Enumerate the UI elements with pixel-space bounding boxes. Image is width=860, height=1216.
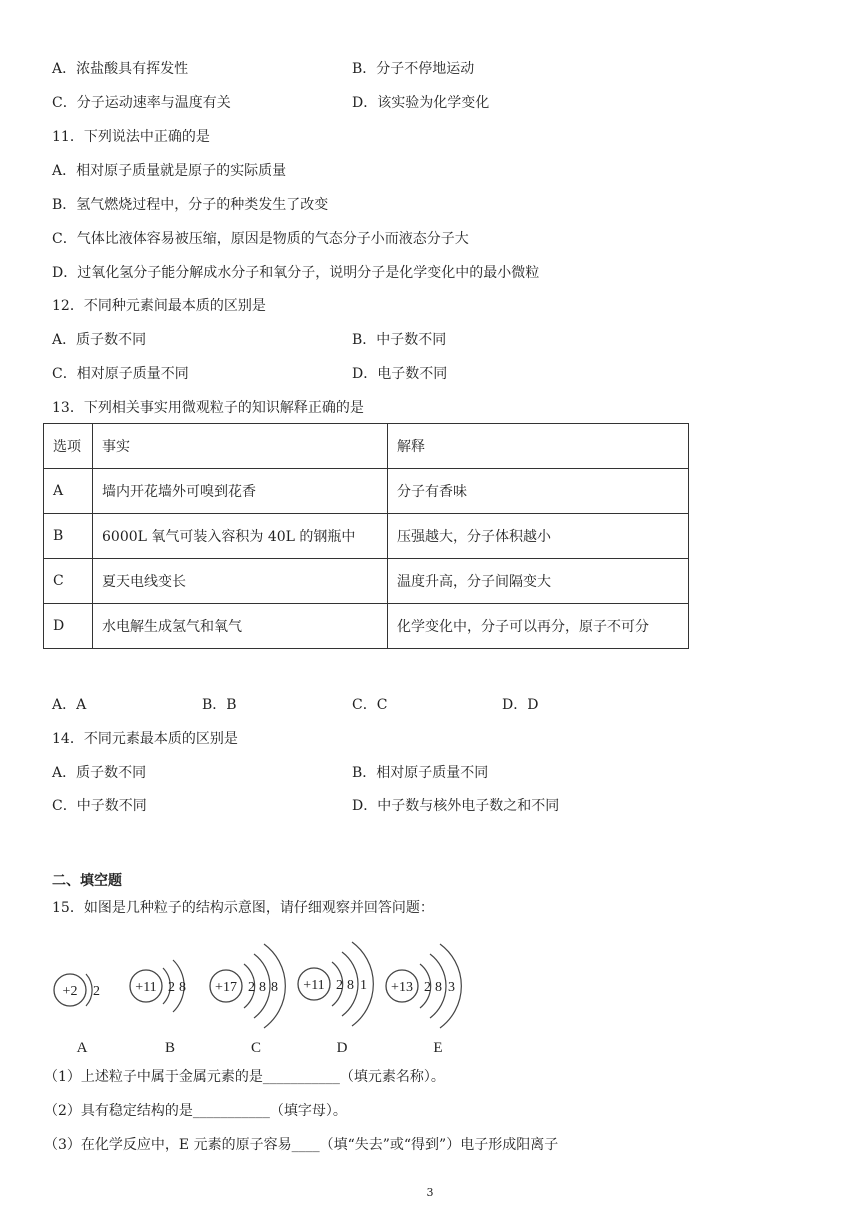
table-cell: 夏天电线变长 [93, 559, 388, 604]
q11-option-d: D．过氧化氢分子能分解成水分子和氧分子，说明分子是化学变化中的最小微粒 [52, 265, 540, 281]
q13-option-d: D．D [502, 697, 539, 713]
table-cell: C [44, 559, 93, 604]
q12-option-b: B．中子数不同 [352, 332, 447, 348]
q15-sub2: （2）具有稳定结构的是___________（填字母）。 [44, 1103, 347, 1119]
table-header-row [44, 424, 689, 469]
particle-c [210, 944, 285, 1056]
table-row [44, 469, 689, 514]
q12-stem: 12．不同种元素间最本质的区别是 [52, 298, 266, 314]
electron-count: 8 [179, 980, 186, 995]
table-cell: A [44, 469, 93, 514]
q13-option-a: A．A [52, 697, 87, 713]
q13-option-b: B．B [202, 697, 237, 713]
table-header-cell: 解释 [388, 424, 689, 469]
electron-count: 2 [336, 978, 343, 993]
particle-label: E [433, 1040, 443, 1056]
q10-option-b: B．分子不停地运动 [352, 61, 475, 77]
q14-option-a: A．质子数不同 [52, 765, 147, 781]
q14-option-d: D．中子数与核外电子数之和不同 [352, 798, 560, 814]
particle-label: D [336, 1040, 348, 1056]
nucleus-charge: +2 [62, 984, 78, 999]
electron-count: 2 [248, 980, 255, 995]
particle-e [386, 944, 461, 1056]
electron-count: 8 [271, 980, 278, 995]
atomic-structure-diagram [46, 930, 476, 1060]
q14-stem: 14．不同元素最本质的区别是 [52, 731, 238, 747]
nucleus-charge: +13 [391, 980, 413, 995]
q10-option-d: D．该实验为化学变化 [352, 95, 490, 111]
q13-stem: 13．下列相关事实用微观粒子的知识解释正确的是 [52, 400, 364, 416]
nucleus-charge: +11 [135, 980, 157, 995]
table-cell: 墙内开花墙外可嗅到花香 [93, 469, 388, 514]
q11-option-a: A．相对原子质量就是原子的实际质量 [52, 163, 287, 179]
q12-option-d: D．电子数不同 [352, 366, 448, 382]
table-row [44, 559, 689, 604]
electron-count: 3 [448, 980, 455, 995]
q12-option-c: C．相对原子质量不同 [52, 366, 189, 382]
electron-count: 2 [93, 984, 100, 999]
table-cell: 压强越大，分子体积越小 [388, 514, 689, 559]
q12-option-a: A．质子数不同 [52, 332, 147, 348]
electron-count: 8 [435, 980, 442, 995]
electron-count: 2 [168, 980, 175, 995]
q11-stem: 11．下列说法中正确的是 [52, 129, 210, 145]
page-number: 3 [426, 1186, 434, 1199]
q14-option-c: C．中子数不同 [52, 798, 147, 814]
particle-label: B [164, 1040, 176, 1056]
nucleus-charge: +17 [215, 980, 237, 995]
table-cell: D [44, 604, 93, 649]
table-cell: 温度升高，分子间隔变大 [388, 559, 689, 604]
table-cell: 6000L 氧气可装入容积为 40L 的钢瓶中 [93, 514, 388, 559]
table-cell: 化学变化中，分子可以再分，原子不可分 [388, 604, 689, 649]
q11-option-b: B．氢气燃烧过程中，分子的种类发生了改变 [52, 197, 329, 213]
q11-option-c: C．气体比液体容易被压缩，原因是物质的气态分子小而液态分子大 [52, 231, 469, 247]
table-cell: 水电解生成氢气和氧气 [93, 604, 388, 649]
particle-label: A [76, 1040, 88, 1056]
section-heading: 二、填空题 [52, 873, 122, 889]
table-header-cell: 事实 [93, 424, 388, 469]
particle-d [298, 942, 373, 1056]
table-cell: 分子有香味 [388, 469, 689, 514]
electron-count: 2 [424, 980, 431, 995]
table-row [44, 604, 689, 649]
particle-b [130, 960, 186, 1056]
particle-label: C [250, 1040, 262, 1056]
q13-option-c: C．C [352, 697, 388, 713]
nucleus-charge: +11 [303, 978, 325, 993]
table-row [44, 514, 689, 559]
q15-stem: 15．如图是几种粒子的结构示意图，请仔细观察并回答问题： [52, 900, 434, 916]
table-header-cell: 选项 [44, 424, 93, 469]
electron-count: 8 [259, 980, 266, 995]
q14-option-b: B．相对原子质量不同 [352, 765, 489, 781]
q10-option-c: C．分子运动速率与温度有关 [52, 95, 231, 111]
table-cell: B [44, 514, 93, 559]
q13-table [43, 423, 689, 649]
electron-count: 8 [347, 978, 354, 993]
q10-option-a: A．浓盐酸具有挥发性 [52, 61, 189, 77]
q15-sub1: （1）上述粒子中属于金属元素的是___________（填元素名称）。 [44, 1069, 445, 1085]
electron-count: 1 [360, 978, 367, 993]
particle-a [54, 974, 100, 1056]
q15-sub3: （3）在化学反应中，E 元素的原子容易____（填“失去”或“得到”）电子形成阳离子 [44, 1137, 559, 1153]
